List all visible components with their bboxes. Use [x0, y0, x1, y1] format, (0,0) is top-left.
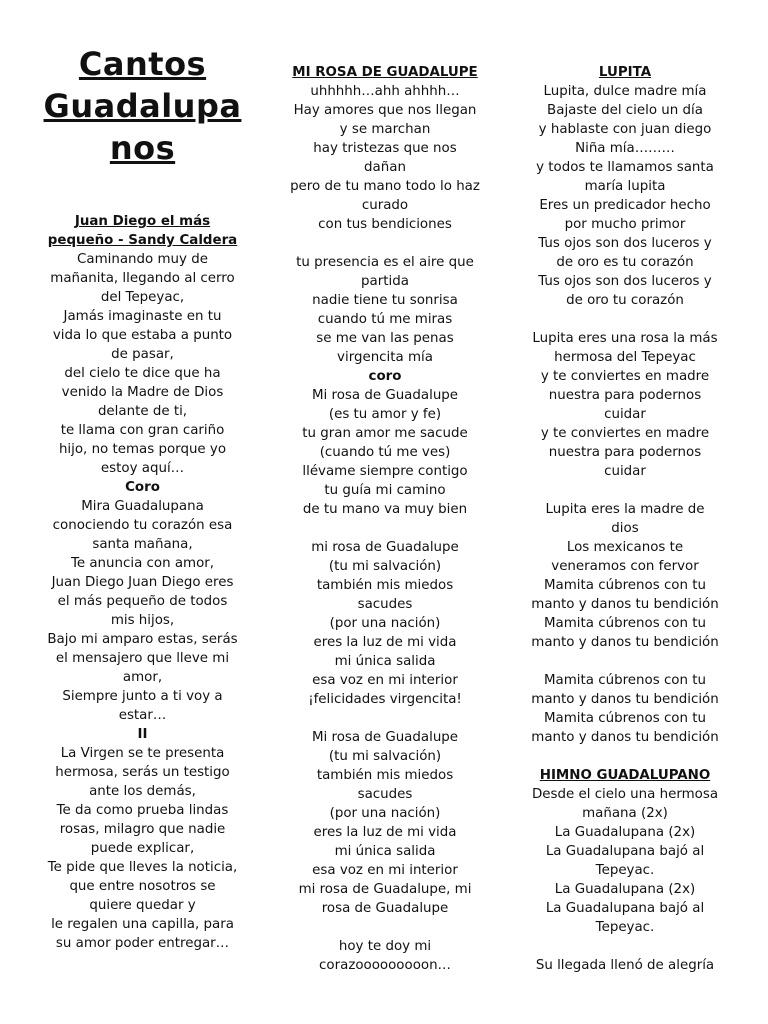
lyric-line: quiere quedar y — [89, 898, 196, 913]
lyric-line: Bajo mi amparo estas, serás — [47, 632, 238, 647]
blank-line — [520, 310, 730, 329]
lyric-line: (tu mi salvación) — [328, 559, 442, 574]
lyric-line: La Guadalupana bajó al — [545, 844, 705, 859]
lyric-line: (por una nación) — [329, 806, 441, 821]
lyric-line: sacudes — [357, 597, 413, 612]
lyric-line: (cuando tú me ves) — [319, 445, 451, 460]
lyric-line: hermosa del Tepeyac — [554, 350, 696, 365]
lyric-line: Te da como prueba lindas — [56, 803, 229, 818]
lyric-line: de oro tu corazón — [566, 293, 684, 308]
lyric-line: Hay amores que nos llegan — [293, 103, 477, 118]
column-3 — [520, 63, 730, 975]
lyric-line: hijo, no temas porque yo — [58, 442, 227, 457]
lyric-line: Mamita cúbrenos con tu — [544, 578, 706, 593]
lyric-line: tu guía mi camino — [324, 483, 446, 498]
lyric-line: por mucho primor — [564, 217, 686, 232]
lyric-line: La Guadalupana (2x) — [554, 825, 696, 840]
song-title: pequeño - Sandy Caldera — [47, 233, 238, 248]
lyric-line: manto y danos tu bendición — [531, 597, 719, 612]
lyric-line: Te anuncia con amor, — [70, 556, 215, 571]
lyric-line: Mi rosa de Guadalupe — [311, 730, 459, 745]
lyric-line: Lupita eres una rosa la más — [532, 331, 718, 346]
blank-line — [280, 709, 490, 728]
lyric-line: de oro es tu corazón — [556, 255, 694, 270]
section-label: coro — [368, 369, 402, 384]
lyric-line: eres la luz de mi vida — [313, 635, 457, 650]
song-title: LUPITA — [598, 65, 652, 80]
lyric-line: mi rosa de Guadalupe — [311, 540, 459, 555]
lyric-line: rosa de Guadalupe — [321, 901, 449, 916]
lyric-line: nuestra para podernos — [548, 388, 702, 403]
lyric-line: nuestra para podernos — [548, 445, 702, 460]
song-title: HIMNO GUADALUPANO — [539, 768, 711, 783]
lyric-line: curado — [361, 198, 409, 213]
column-2 — [280, 63, 490, 975]
lyric-line: mi rosa de Guadalupe, mi — [298, 882, 472, 897]
lyric-line: esa voz en mi interior — [312, 673, 458, 688]
lyric-line: tu gran amor me sacude — [302, 426, 468, 441]
lyric-line: Los mexicanos te — [566, 540, 684, 555]
song-title: MI ROSA DE GUADALUPE — [292, 65, 478, 80]
lyric-line: partida — [361, 274, 409, 289]
lyric-line: se me van las penas — [316, 331, 454, 346]
lyric-line: ante los demás, — [89, 784, 196, 799]
title-line: nos — [109, 129, 176, 167]
lyric-line: de pasar, — [111, 347, 174, 362]
lyric-line: mis hijos, — [110, 613, 175, 628]
lyric-line: Mamita cúbrenos con tu — [544, 711, 706, 726]
blank-line — [520, 652, 730, 671]
lyric-line: sacudes — [357, 787, 413, 802]
lyric-line: del Tepeyac, — [100, 290, 185, 305]
lyric-line: y hablaste con juan diego — [538, 122, 712, 137]
lyric-line: vida lo que estaba a punto — [52, 328, 233, 343]
lyric-line: del cielo te dice que ha — [64, 366, 221, 381]
song-juan-diego — [40, 212, 245, 953]
lyric-line: Juan Diego Juan Diego eres — [51, 575, 234, 590]
lyric-line: el más pequeño de todos — [57, 594, 228, 609]
lyric-line: corazooooooooon… — [319, 958, 451, 973]
lyric-line: Mamita cúbrenos con tu — [544, 616, 706, 631]
lyric-line: pero de tu mano todo lo haz — [290, 179, 480, 194]
blank-line — [280, 234, 490, 253]
lyric-line: puede explicar, — [90, 841, 195, 856]
lyric-line: dios — [611, 521, 639, 536]
lyric-line: santa mañana, — [92, 537, 193, 552]
section-label: Coro — [125, 480, 160, 495]
lyric-line: esa voz en mi interior — [312, 863, 458, 878]
lyric-line: Mamita cúbrenos con tu — [544, 673, 706, 688]
lyric-line: te llama con gran cariño — [60, 423, 225, 438]
lyric-line: hay tristezas que nos — [313, 141, 457, 156]
lyric-line: también mis miedos — [316, 768, 454, 783]
lyric-line: y te conviertes en madre — [540, 369, 710, 384]
lyric-line: Eres un predicador hecho — [539, 198, 711, 213]
lyric-line: y todos te llamamos santa — [536, 160, 714, 175]
blank-line — [520, 481, 730, 500]
lyric-line: La Virgen se te presenta — [60, 746, 225, 761]
section-label: II — [137, 727, 148, 742]
lyric-line: de tu mano va muy bien — [302, 502, 468, 517]
lyric-line: Tepeyac. — [595, 863, 655, 878]
lyric-line: manto y danos tu bendición — [531, 635, 719, 650]
lyric-line: y te conviertes en madre — [540, 426, 710, 441]
lyric-line: y se marchan — [339, 122, 431, 137]
lyric-line: venido la Madre de Dios — [61, 385, 224, 400]
lyric-line: dañan — [364, 160, 406, 175]
lyric-line: le regalen una capilla, para — [51, 917, 234, 932]
column-1 — [40, 0, 245, 953]
lyric-line: cuidar — [604, 407, 646, 422]
lyric-line: Bajaste del cielo un día — [547, 103, 703, 118]
lyric-line: virgencita mía — [337, 350, 433, 365]
lyric-line: La Guadalupana bajó al — [545, 901, 705, 916]
blank-line — [520, 747, 730, 766]
lyric-line: nadie tiene tu sonrisa — [312, 293, 458, 308]
lyric-line: Te pide que lleves la noticia, — [47, 860, 238, 875]
lyric-line: rosas, milagro que nadie — [59, 822, 226, 837]
document-title — [40, 43, 245, 169]
song-mi-rosa-de-guadalupe — [280, 63, 490, 975]
lyric-line: Siempre junto a ti voy a — [62, 689, 223, 704]
lyric-line: Desde el cielo una hermosa — [531, 787, 719, 802]
lyric-line: también mis miedos — [316, 578, 454, 593]
lyric-line: Niña mía……… — [575, 141, 675, 156]
lyric-line: Tepeyac. — [595, 920, 655, 935]
song-title: Juan Diego el más — [74, 214, 211, 229]
title-line: Cantos — [78, 45, 207, 83]
lyric-line: que entre nosotros se — [69, 879, 216, 894]
lyric-line: mi única salida — [334, 844, 436, 859]
lyric-line: Caminando muy de — [77, 252, 208, 267]
lyric-line: veneramos con fervor — [551, 559, 699, 574]
lyric-line: Su llegada llenó de alegría — [535, 958, 715, 973]
lyric-line: estoy aquí… — [100, 461, 185, 476]
lyric-line: mañana (2x) — [582, 806, 668, 821]
lyric-line: estar… — [118, 708, 167, 723]
lyric-line: eres la luz de mi vida — [313, 825, 457, 840]
lyric-line: (tu mi salvación) — [328, 749, 442, 764]
lyric-line: hoy te doy mi — [338, 939, 432, 954]
lyric-line: Lupita eres la madre de — [545, 502, 705, 517]
lyric-line: ¡felicidades virgencita! — [308, 692, 462, 707]
lyric-line: conociendo tu corazón esa — [52, 518, 233, 533]
lyric-line: el mensajero que lleve mi — [55, 651, 230, 666]
lyric-line: maría lupita — [584, 179, 666, 194]
lyric-line: manto y danos tu bendición — [531, 730, 719, 745]
lyric-line: amor, — [122, 670, 163, 685]
lyric-line: Tus ojos son dos luceros y — [538, 274, 712, 289]
lyric-line: (por una nación) — [329, 616, 441, 631]
lyric-line: Tus ojos son dos luceros y — [538, 236, 712, 251]
lyric-line: tu presencia es el aire que — [296, 255, 474, 270]
lyric-line: delante de ti, — [97, 404, 188, 419]
lyric-line: Lupita, dulce madre mía — [543, 84, 707, 99]
lyric-line: mi única salida — [334, 654, 436, 669]
blank-line — [280, 519, 490, 538]
lyric-line: cuidar — [604, 464, 646, 479]
lyric-line: Mi rosa de Guadalupe — [311, 388, 459, 403]
lyric-line: su amor poder entregar… — [55, 936, 230, 951]
lyric-line: Mira Guadalupana — [81, 499, 204, 514]
lyric-line: hermosa, serás un testigo — [55, 765, 230, 780]
lyric-line: uhhhhh…ahh ahhhh… — [310, 84, 460, 99]
lyric-line: manto y danos tu bendición — [531, 692, 719, 707]
songs-lupita-himno — [520, 63, 730, 975]
lyric-line: llévame siempre contigo — [302, 464, 468, 479]
lyric-line: (es tu amor y fe) — [328, 407, 442, 422]
blank-line — [280, 918, 490, 937]
lyric-line: Jamás imaginaste en tu — [63, 309, 222, 324]
lyric-line: La Guadalupana (2x) — [554, 882, 696, 897]
lyric-line: mañanita, llegando al cerro — [50, 271, 235, 286]
blank-line — [520, 937, 730, 956]
lyric-line: con tus bendiciones — [318, 217, 452, 232]
lyric-line: cuando tú me miras — [317, 312, 453, 327]
title-line: Guadalupa — [43, 87, 242, 125]
